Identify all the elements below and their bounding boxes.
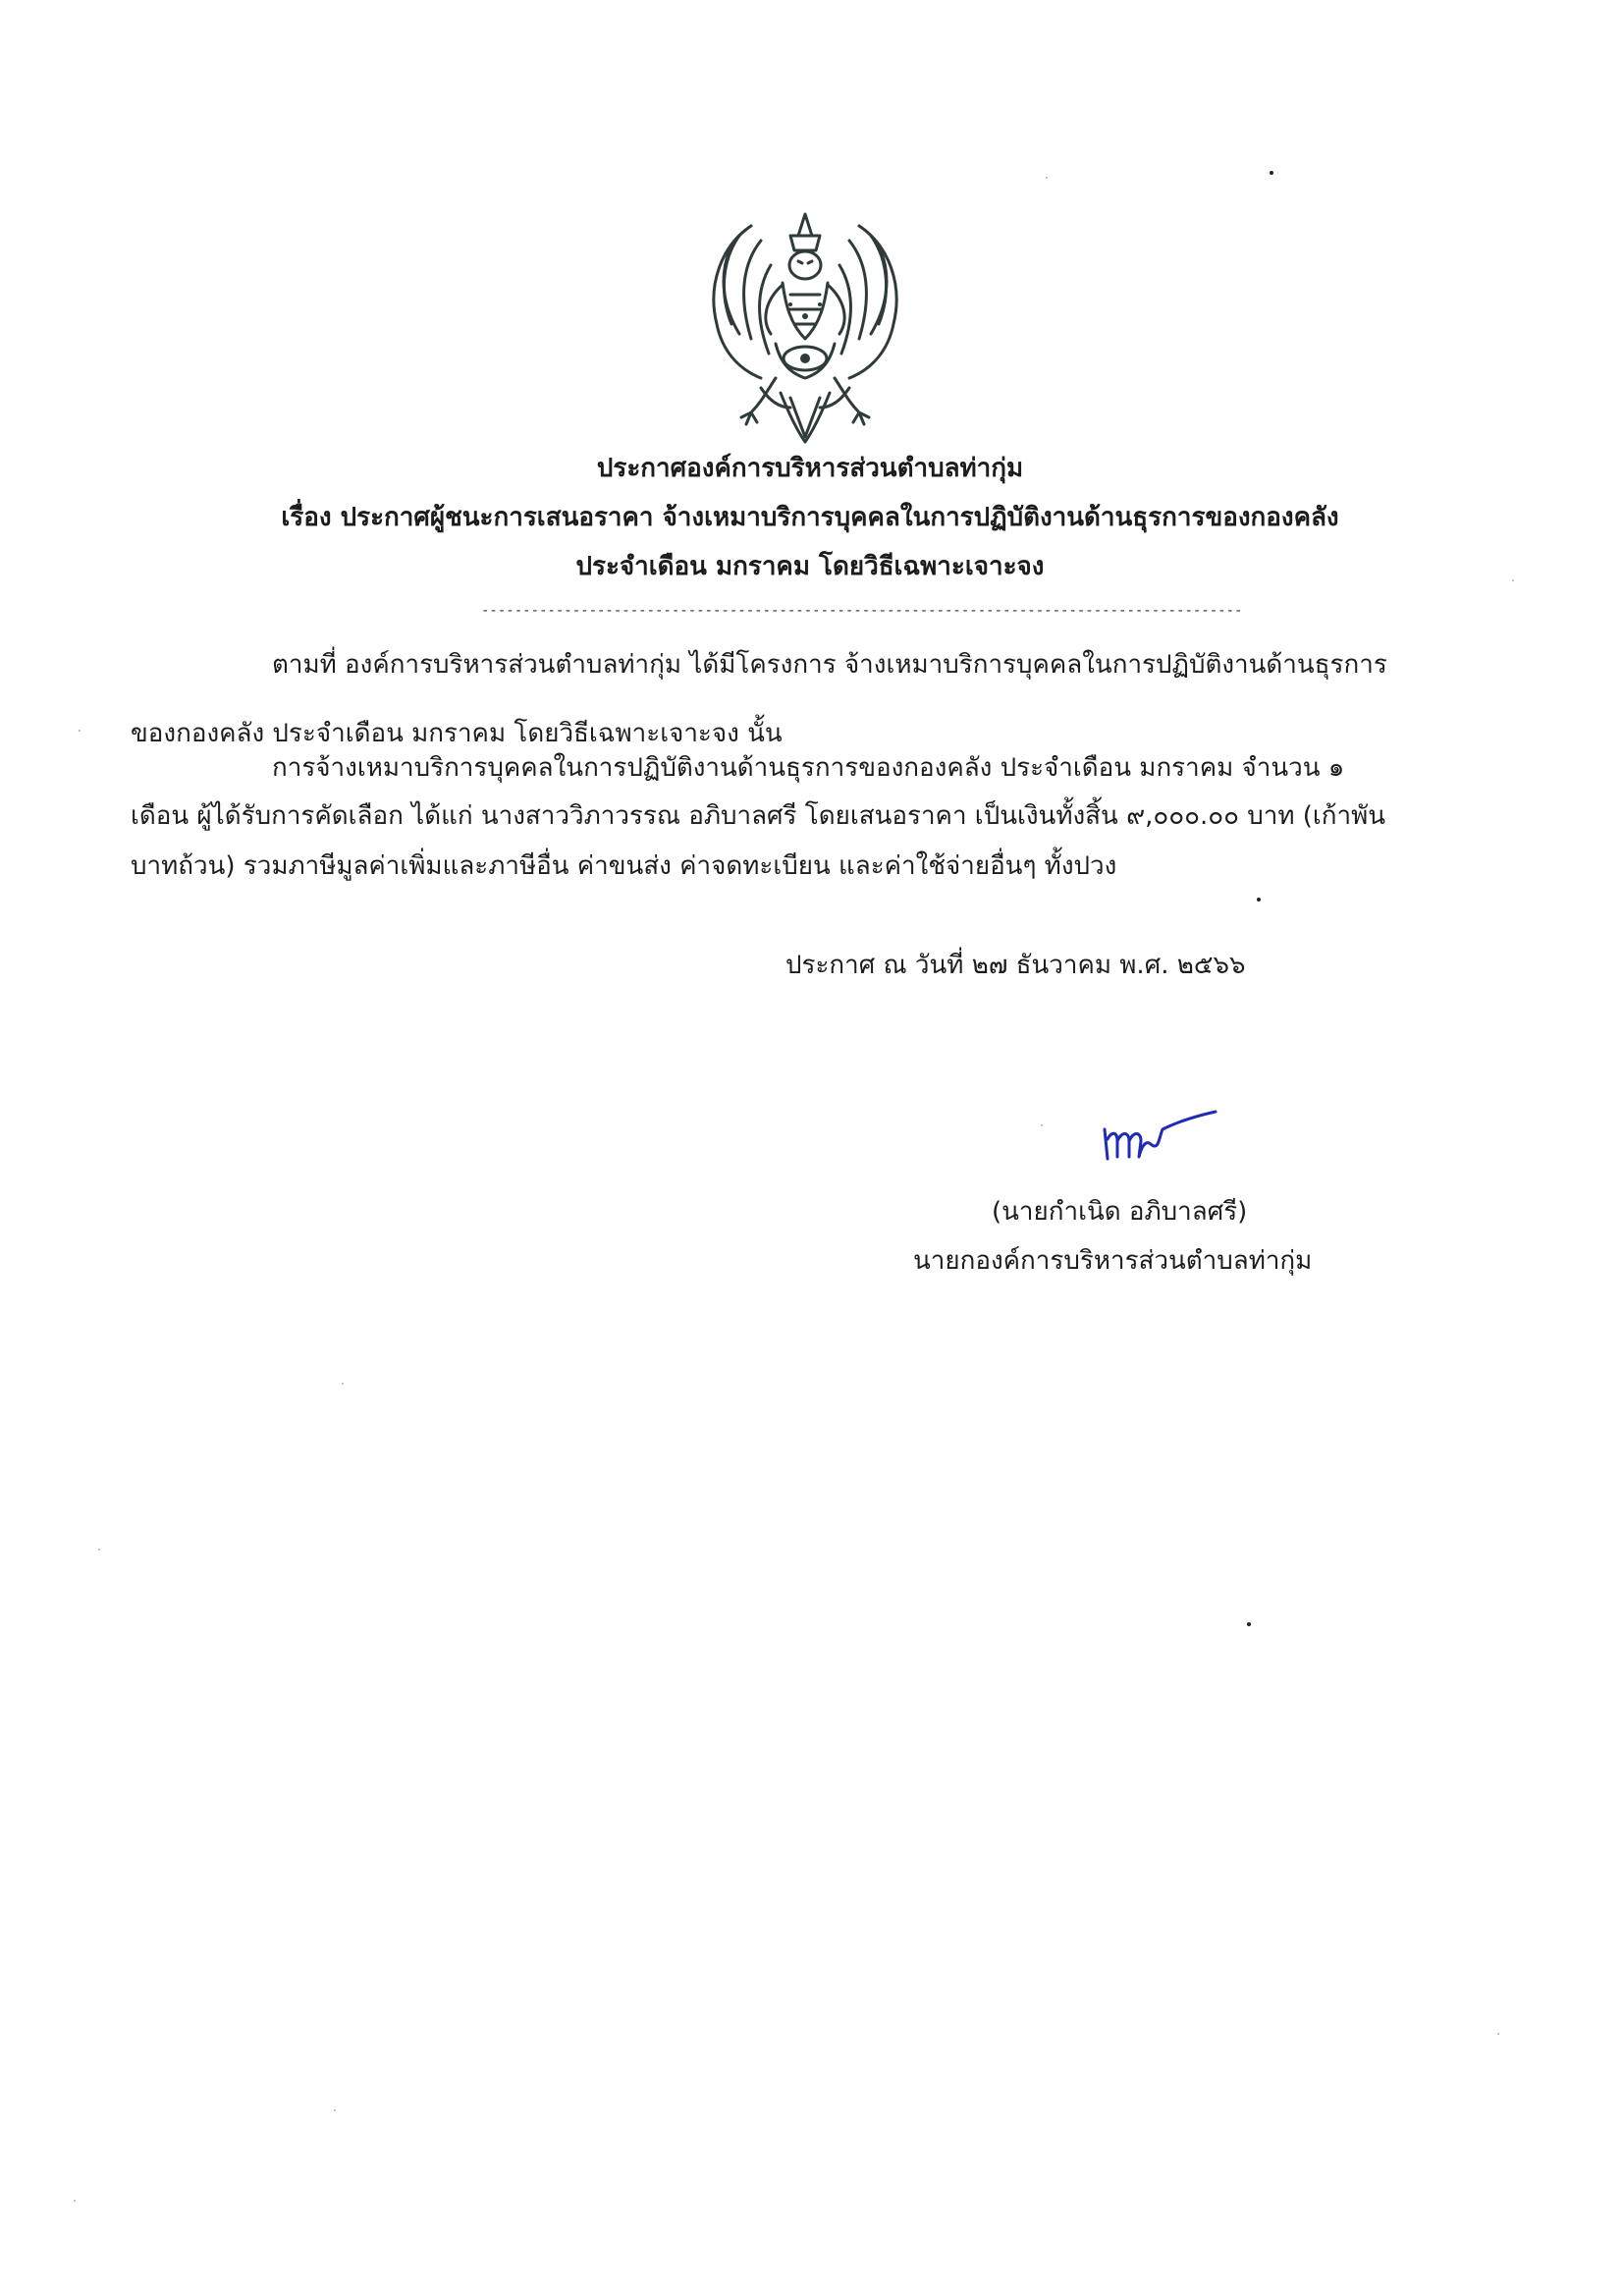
signature-icon: [1100, 1110, 1217, 1169]
announcement-subject: เรื่อง ประกาศผู้ชนะการเสนอราคา จ้างเหมาบริการบุคคลในการปฏิบัติงานด้านธุรการของกองคลัง: [281, 503, 1339, 532]
paragraph-1-line-1: ตามที่ องค์การบริหารส่วนตำบลท่ากุ่ม ได้มีโครงการ จ้างเหมาบริการบุคคลในการปฏิบัติงานด้านธุรการ: [272, 650, 1387, 680]
paragraph-2-line-1: การจ้างเหมาบริการบุคคลในการปฏิบัติงานด้านธุรการของกองคลัง ประจำเดือน มกราคม จำนวน ๑: [272, 753, 1345, 783]
paragraph-1-line-2: ของกองคลัง ประจำเดือน มกราคม โดยวิธีเฉพาะเจาะจง นั้น: [131, 719, 783, 748]
scan-speck: [1497, 2033, 1499, 2035]
separator-line: --------------------------------------------------------------------------------------------: [481, 603, 1243, 619]
scan-speck: [98, 1549, 100, 1551]
scan-speck: [1257, 898, 1261, 902]
scan-speck: [1247, 1622, 1251, 1626]
signer-title: นายกองค์การบริหารส่วนตำบลท่ากุ่ม: [913, 1246, 1313, 1276]
scan-speck: [334, 2109, 336, 2111]
scan-speck: [1270, 171, 1273, 175]
scan-speck: [342, 1383, 344, 1385]
scan-speck: [79, 730, 81, 732]
scan-speck: [1512, 579, 1514, 581]
garuda-emblem-icon: [692, 206, 918, 447]
announcement-subject-continued: ประจำเดือน มกราคม โดยวิธีเฉพาะเจาะจง: [575, 552, 1045, 581]
announcement-title: ประกาศองค์การบริหารส่วนตำบลท่ากุ่ม: [596, 454, 1024, 483]
paragraph-2-line-3: บาทถ้วน) รวมภาษีมูลค่าเพิ่มและภาษีอื่น ค่าขนส่ง ค่าจดทะเบียน และค่าใช้จ่ายอื่นๆ ทั้งปวง: [131, 851, 1117, 881]
scan-speck: [1041, 1124, 1043, 1126]
paragraph-2-line-2: เดือน ผู้ได้รับการคัดเลือก ได้แก่ นางสาววิภาวรรณ อภิบาลศรี โดยเสนอราคา เป็นเงินทั้งสิ้น ๙,๐๐๐.๐๐ บาท (เก้าพัน: [131, 801, 1386, 831]
announcement-date: ประกาศ ณ วันที่ ๒๗ ธันวาคม พ.ศ. ๒๕๖๖: [785, 951, 1246, 980]
scan-speck: [1046, 177, 1048, 179]
scan-speck: [74, 2200, 76, 2202]
signer-name: (นายกำเนิด อภิบาลศรี): [992, 1197, 1248, 1227]
